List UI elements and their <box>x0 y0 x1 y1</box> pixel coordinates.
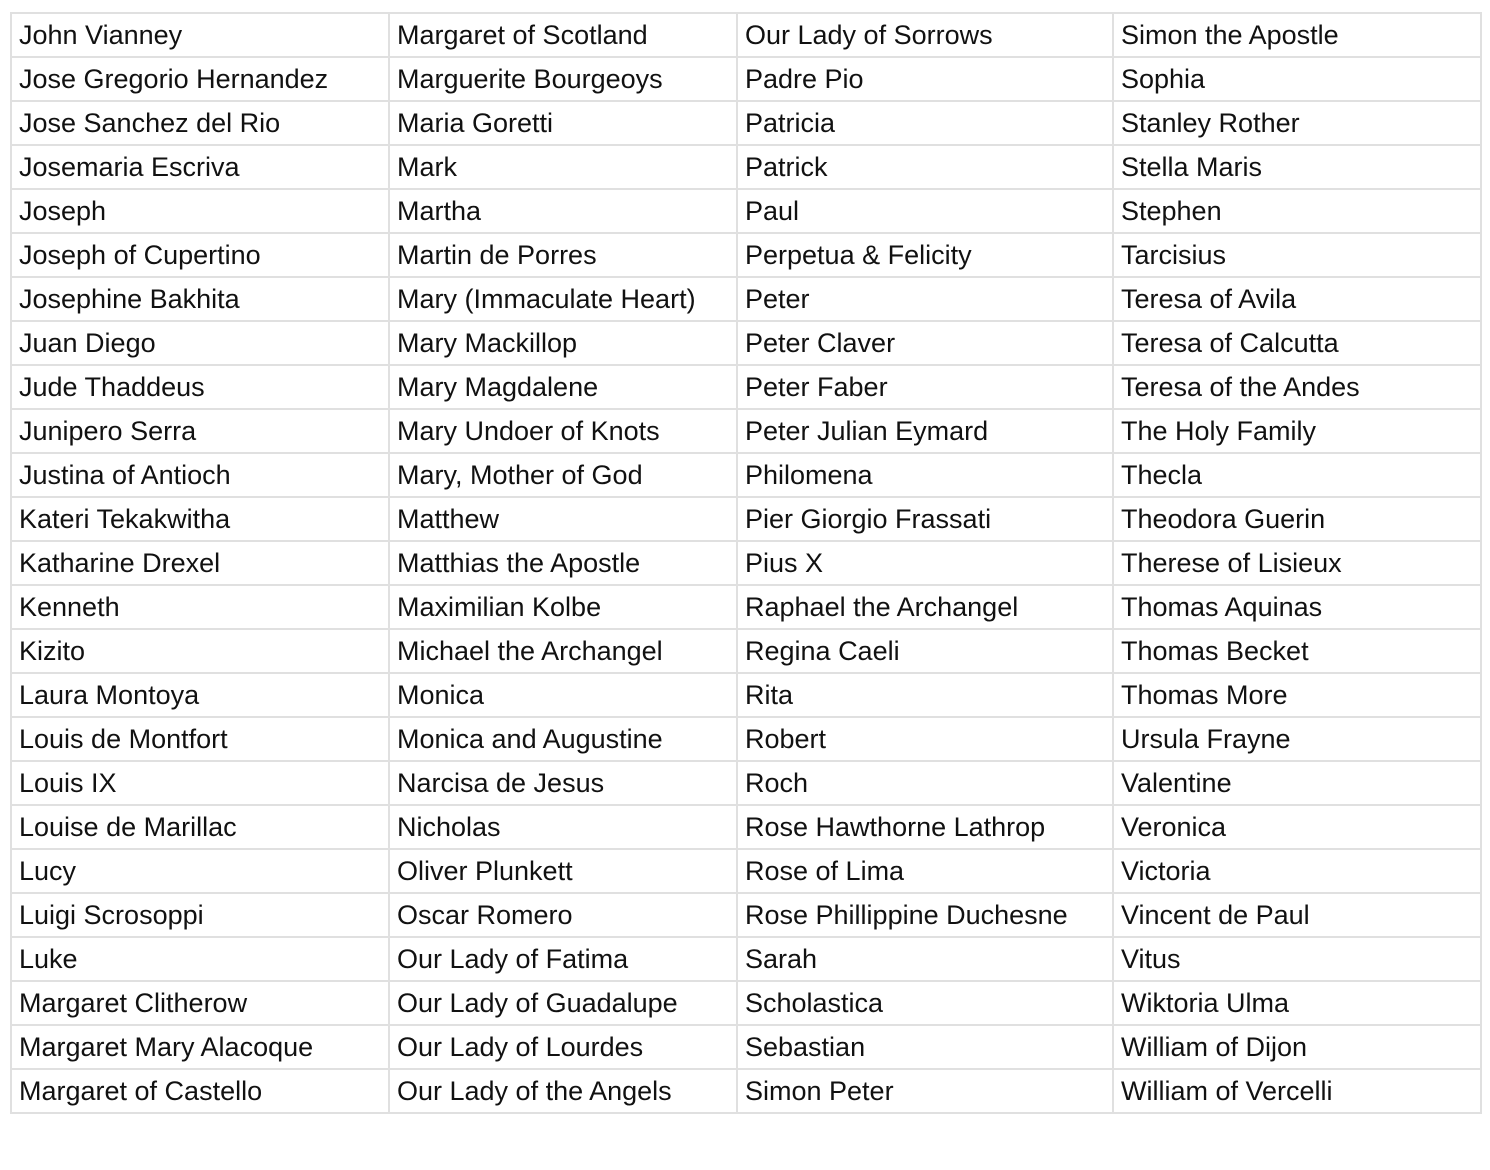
table-cell: Marguerite Bourgeoys <box>389 57 737 101</box>
table-cell: Martin de Porres <box>389 233 737 277</box>
table-cell: Louis de Montfort <box>11 717 389 761</box>
table-cell: Our Lady of Sorrows <box>737 13 1113 57</box>
table-row <box>11 629 1481 673</box>
table-cell: Sarah <box>737 937 1113 981</box>
table-cell: Our Lady of Guadalupe <box>389 981 737 1025</box>
table-cell: Victoria <box>1113 849 1481 893</box>
table-row <box>11 57 1481 101</box>
table-cell: Junipero Serra <box>11 409 389 453</box>
table-cell: Therese of Lisieux <box>1113 541 1481 585</box>
table-cell: Raphael the Archangel <box>737 585 1113 629</box>
table-cell: Laura Montoya <box>11 673 389 717</box>
table-cell: Vitus <box>1113 937 1481 981</box>
table-cell: Louis IX <box>11 761 389 805</box>
table-cell: Louise de Marillac <box>11 805 389 849</box>
table-cell: Teresa of Calcutta <box>1113 321 1481 365</box>
table-row <box>11 101 1481 145</box>
table-cell: Katharine Drexel <box>11 541 389 585</box>
table-cell: Jude Thaddeus <box>11 365 389 409</box>
table-cell: Maria Goretti <box>389 101 737 145</box>
table-cell: Regina Caeli <box>737 629 1113 673</box>
table-row <box>11 13 1481 57</box>
table-cell: Peter <box>737 277 1113 321</box>
table-cell: Ursula Frayne <box>1113 717 1481 761</box>
table-row <box>11 717 1481 761</box>
table-cell: Thomas Aquinas <box>1113 585 1481 629</box>
table-row <box>11 541 1481 585</box>
table-row <box>11 893 1481 937</box>
table-cell: Roch <box>737 761 1113 805</box>
table-cell: Stanley Rother <box>1113 101 1481 145</box>
table-cell: Pier Giorgio Frassati <box>737 497 1113 541</box>
table-cell: Patrick <box>737 145 1113 189</box>
table-cell: Paul <box>737 189 1113 233</box>
table-cell: Martha <box>389 189 737 233</box>
table-cell: Veronica <box>1113 805 1481 849</box>
table-cell: Justina of Antioch <box>11 453 389 497</box>
table-row <box>11 409 1481 453</box>
table-row <box>11 1069 1481 1113</box>
table-cell: Mary, Mother of God <box>389 453 737 497</box>
table-cell: The Holy Family <box>1113 409 1481 453</box>
table-row <box>11 981 1481 1025</box>
table-cell: Matthew <box>389 497 737 541</box>
table-cell: Matthias the Apostle <box>389 541 737 585</box>
table-cell: Kateri Tekakwitha <box>11 497 389 541</box>
table-cell: Josephine Bakhita <box>11 277 389 321</box>
names-table <box>10 12 1482 1114</box>
table-row <box>11 1025 1481 1069</box>
table-row <box>11 673 1481 717</box>
table-cell: Margaret of Scotland <box>389 13 737 57</box>
table-cell: Maximilian Kolbe <box>389 585 737 629</box>
table-row <box>11 937 1481 981</box>
names-table-body <box>11 13 1481 1113</box>
table-row <box>11 585 1481 629</box>
table-cell: Padre Pio <box>737 57 1113 101</box>
table-cell: Lucy <box>11 849 389 893</box>
table-cell: Oscar Romero <box>389 893 737 937</box>
table-cell: Pius X <box>737 541 1113 585</box>
table-cell: Patricia <box>737 101 1113 145</box>
table-row <box>11 365 1481 409</box>
table-cell: Kizito <box>11 629 389 673</box>
table-cell: Mary Mackillop <box>389 321 737 365</box>
table-cell: Simon the Apostle <box>1113 13 1481 57</box>
table-cell: Narcisa de Jesus <box>389 761 737 805</box>
table-row <box>11 761 1481 805</box>
table-cell: Mary Undoer of Knots <box>389 409 737 453</box>
table-cell: Teresa of the Andes <box>1113 365 1481 409</box>
table-row <box>11 145 1481 189</box>
table-cell: Tarcisius <box>1113 233 1481 277</box>
table-row <box>11 805 1481 849</box>
table-cell: Peter Faber <box>737 365 1113 409</box>
table-cell: Margaret of Castello <box>11 1069 389 1113</box>
table-row <box>11 233 1481 277</box>
table-cell: Luigi Scrosoppi <box>11 893 389 937</box>
table-cell: John Vianney <box>11 13 389 57</box>
table-cell: Stella Maris <box>1113 145 1481 189</box>
table-cell: Monica <box>389 673 737 717</box>
table-cell: Simon Peter <box>737 1069 1113 1113</box>
table-cell: Nicholas <box>389 805 737 849</box>
table-cell: Luke <box>11 937 389 981</box>
table-cell: Margaret Mary Alacoque <box>11 1025 389 1069</box>
table-cell: Stephen <box>1113 189 1481 233</box>
table-cell: Joseph of Cupertino <box>11 233 389 277</box>
table-cell: Our Lady of the Angels <box>389 1069 737 1113</box>
table-cell: Jose Sanchez del Rio <box>11 101 389 145</box>
table-cell: Peter Julian Eymard <box>737 409 1113 453</box>
table-cell: Teresa of Avila <box>1113 277 1481 321</box>
table-cell: Sophia <box>1113 57 1481 101</box>
table-row <box>11 189 1481 233</box>
table-cell: Thomas Becket <box>1113 629 1481 673</box>
table-cell: Michael the Archangel <box>389 629 737 673</box>
table-row <box>11 497 1481 541</box>
table-cell: Valentine <box>1113 761 1481 805</box>
table-cell: William of Dijon <box>1113 1025 1481 1069</box>
table-cell: William of Vercelli <box>1113 1069 1481 1113</box>
table-cell: Thecla <box>1113 453 1481 497</box>
table-cell: Peter Claver <box>737 321 1113 365</box>
table-cell: Rose Hawthorne Lathrop <box>737 805 1113 849</box>
table-cell: Thomas More <box>1113 673 1481 717</box>
table-cell: Rose of Lima <box>737 849 1113 893</box>
table-row <box>11 849 1481 893</box>
table-cell: Theodora Guerin <box>1113 497 1481 541</box>
table-row <box>11 277 1481 321</box>
table-cell: Scholastica <box>737 981 1113 1025</box>
table-cell: Mary (Immaculate Heart) <box>389 277 737 321</box>
table-cell: Oliver Plunkett <box>389 849 737 893</box>
table-cell: Mary Magdalene <box>389 365 737 409</box>
table-cell: Juan Diego <box>11 321 389 365</box>
table-cell: Josemaria Escriva <box>11 145 389 189</box>
table-cell: Our Lady of Fatima <box>389 937 737 981</box>
table-cell: Robert <box>737 717 1113 761</box>
table-cell: Monica and Augustine <box>389 717 737 761</box>
table-cell: Sebastian <box>737 1025 1113 1069</box>
table-cell: Rita <box>737 673 1113 717</box>
table-cell: Vincent de Paul <box>1113 893 1481 937</box>
table-row <box>11 321 1481 365</box>
table-cell: Kenneth <box>11 585 389 629</box>
table-cell: Philomena <box>737 453 1113 497</box>
table-row <box>11 453 1481 497</box>
table-cell: Perpetua & Felicity <box>737 233 1113 277</box>
table-cell: Mark <box>389 145 737 189</box>
table-cell: Jose Gregorio Hernandez <box>11 57 389 101</box>
table-cell: Our Lady of Lourdes <box>389 1025 737 1069</box>
table-cell: Joseph <box>11 189 389 233</box>
table-cell: Rose Phillippine Duchesne <box>737 893 1113 937</box>
table-cell: Margaret Clitherow <box>11 981 389 1025</box>
table-cell: Wiktoria Ulma <box>1113 981 1481 1025</box>
